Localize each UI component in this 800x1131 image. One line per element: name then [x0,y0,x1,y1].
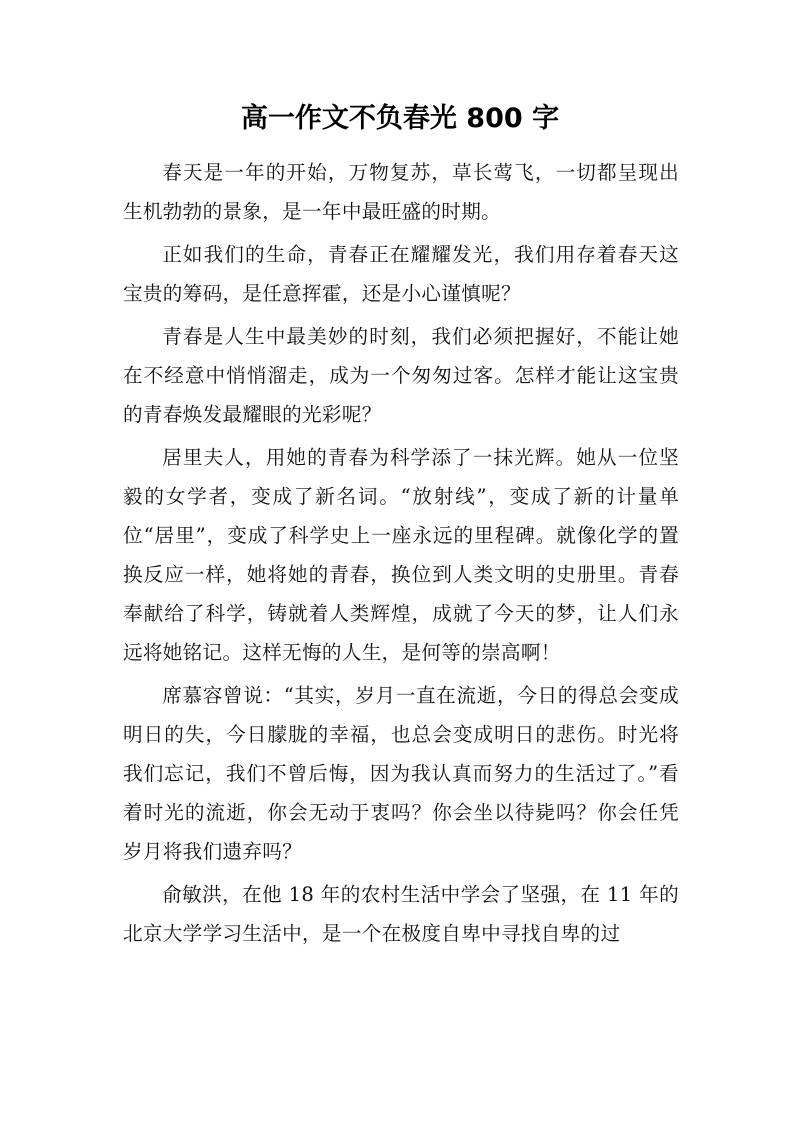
document-title: 高一作文不负春光 800 字 [240,103,560,134]
paragraph-6: 俞敏洪，在他 18 年的农村生活中学会了坚强，在 11 年的北京大学学习生活中，是一个在极度自卑中寻找自卑的过 [123,883,679,945]
paragraph-2: 正如我们的生命，青春正在耀耀发光，我们用存着春天这宝贵的筹码，是任意挥霍，还是小心谨慎呢？ [123,243,679,305]
paragraph-1: 春天是一年的开始，万物复苏，草长莺飞，一切都呈现出生机勃勃的景象，是一年中最旺盛的时期。 [123,161,679,223]
paragraph-3: 青春是人生中最美妙的时刻，我们必须把握好，不能让她在不经意中悄悄溜走，成为一个匆匆过客。怎样才能让这宝贵的青春焕发最耀眼的光彩呢？ [123,325,679,426]
paragraph-4: 居里夫人，用她的青春为科学添了一抹光辉。她从一位坚毅的女学者，变成了新名词。“放射线”，变成了新的计量单位“居里”，变成了科学史上一座永远的里程碑。就像化学的置换反应一样，她将她的青春，换位到人类文明的史册里。青春奉献给了科学，铸就着人类辉煌，成就了今天的梦，让人们永远将她铭记。这样无悔的人生，是何等的崇高啊！ [123,446,679,664]
paragraph-5: 席慕容曾说：“其实，岁月一直在流逝，今日的得总会变成明日的失，今日朦胧的幸福，也总会变成明日的悲伤。时光将我们忘记，我们不曾后悔，因为我认真而努力的生活过了。”看着时光的流逝，你会无动于衷吗？你会坐以待毙吗？你会任凭岁月将我们遗弃吗？ [123,684,679,863]
document-body [123,153,679,957]
